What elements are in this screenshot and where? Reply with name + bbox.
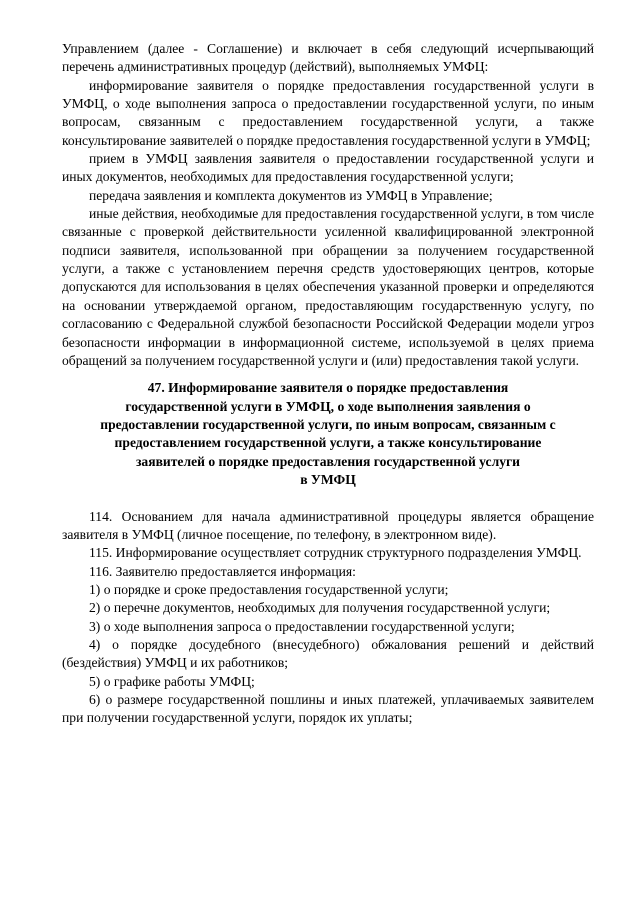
spacer [62, 490, 594, 508]
list-item-transfer: передача заявления и комплекта документов из УМФЦ в Управление; [89, 187, 493, 203]
section-intro [62, 40, 594, 370]
document-page [62, 40, 594, 728]
paragraph-115: 115. Информирование осуществляет сотрудник структурного подразделения УМФЦ. [89, 545, 582, 561]
list-item-6: 6) о размере государственной пошлины и иных платежей, уплачиваемых заявителем при получении государственной услуги, порядок их уплаты; [62, 692, 594, 726]
list-item-4: 4) о порядке досудебного (внесудебного) обжалования решений и действий (бездействия) УМФЦ и их работников; [62, 637, 594, 671]
paragraph-116: 116. Заявителю предоставляется информация: [89, 563, 356, 579]
list-item-other-actions: иные действия, необходимые для предоставления государственной услуги, в том числе связанные с проверкой действительности усиленной квалифицированной электронной подписи заявителя, использованной при обращении за получением государственной услуги, а также с установлением перечня средств удостоверяющих центров, которые допускаются для использования в целях обеспечения указанной проверки и определяются на основании утверждаемой органом, предоставляющим государственную услугу, по согласованию с Федеральной службой безопасности Российской Федерации модели угроз безопасности информации в информационной системе, используемой в целях приема обращений за получением государственной услуги и (или) предоставления такой услуги. [62, 206, 594, 368]
heading-line: предоставлением государственной услуги, а также консультирование [114, 435, 542, 451]
heading-line: заявителей о порядке предоставления государственной услуги [135, 453, 521, 469]
list-item-5: 5) о графике работы УМФЦ; [89, 673, 255, 689]
list-item-2: 2) о перечне документов, необходимых для получения государственной услуги; [89, 600, 551, 616]
heading-line: государственной услуги в УМФЦ, о ходе выполнения заявления о [125, 398, 531, 414]
heading-line: в УМФЦ [300, 472, 356, 488]
list-item-reception: прием в УМФЦ заявления заявителя о предоставлении государственной услуги и иных документов, необходимых для предоставления государственной услуги; [62, 151, 594, 185]
list-item-informing: информирование заявителя о порядке предоставления государственной услуги в УМФЦ, о ходе выполнения запроса о предоставлении государственной услуги, по иным вопросам, связанным с предоставлением государственной услуги, а также консультирование заявителей о порядке предоставления государственной услуги в УМФЦ; [62, 77, 594, 148]
list-item-3: 3) о ходе выполнения запроса о предоставлении государственной услуги; [89, 618, 515, 634]
heading-line: предоставлении государственной услуги, по иным вопросам, связанным с [100, 417, 556, 432]
section-body [62, 508, 594, 728]
paragraph-agreement-intro: Управлением (далее - Соглашение) и включает в себя следующий исчерпывающий перечень административных процедур (действий), выполняемых УМФЦ: [62, 41, 594, 75]
list-item-1: 1) о порядке и сроке предоставления государственной услуги; [89, 582, 449, 597]
paragraph-114: 114. Основанием для начала административной процедуры является обращение заявителя в УМФЦ (личное посещение, по телефону, в электронном виде). [62, 508, 594, 542]
section-heading-47 [62, 379, 594, 489]
heading-line: 47. Информирование заявителя о порядке предоставления [147, 380, 509, 396]
